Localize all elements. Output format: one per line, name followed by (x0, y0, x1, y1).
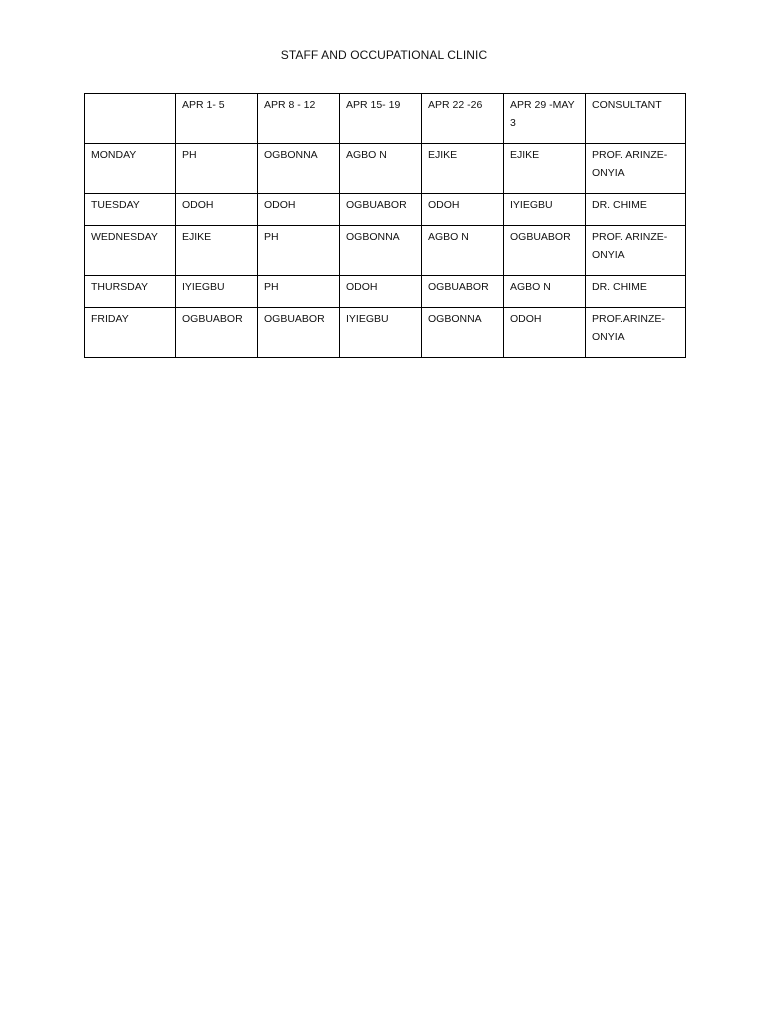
clinic-schedule-table (84, 93, 686, 358)
table-row-wednesday (85, 226, 686, 276)
consultant-cell: DR. CHIME (586, 276, 686, 308)
day-cell: MONDAY (85, 144, 176, 194)
table-cell: OGBUABOR (340, 194, 422, 226)
table-header-row (85, 94, 686, 144)
header-cell-blank (85, 94, 176, 144)
table-cell: ODOH (504, 308, 586, 358)
table-row-monday (85, 144, 686, 194)
day-cell: TUESDAY (85, 194, 176, 226)
table-cell: OGBUABOR (176, 308, 258, 358)
day-cell: FRIDAY (85, 308, 176, 358)
day-cell: WEDNESDAY (85, 226, 176, 276)
table-cell: ODOH (176, 194, 258, 226)
header-cell-week-5: APR 29 -MAY 3 (504, 94, 586, 144)
consultant-cell: PROF. ARINZE-ONYIA (586, 144, 686, 194)
table-cell: EJIKE (504, 144, 586, 194)
table-cell: AGBO N (340, 144, 422, 194)
table-cell: OGBUABOR (422, 276, 504, 308)
table-row-friday (85, 308, 686, 358)
consultant-cell: PROF.ARINZE-ONYIA (586, 308, 686, 358)
table-cell: EJIKE (176, 226, 258, 276)
table-cell: ODOH (422, 194, 504, 226)
header-cell-week-2: APR 8 - 12 (258, 94, 340, 144)
consultant-cell: PROF. ARINZE-ONYIA (586, 226, 686, 276)
table-cell: PH (258, 226, 340, 276)
day-cell: THURSDAY (85, 276, 176, 308)
consultant-cell: DR. CHIME (586, 194, 686, 226)
table-cell: OGBONNA (340, 226, 422, 276)
table-row-tuesday (85, 194, 686, 226)
table-cell: IYIEGBU (504, 194, 586, 226)
table-cell: IYIEGBU (340, 308, 422, 358)
header-cell-week-4: APR 22 -26 (422, 94, 504, 144)
table-cell: ODOH (258, 194, 340, 226)
table-cell: OGBUABOR (258, 308, 340, 358)
table-cell: OGBONNA (258, 144, 340, 194)
table-cell: ODOH (340, 276, 422, 308)
table-cell: AGBO N (504, 276, 586, 308)
header-cell-consultant: CONSULTANT (586, 94, 686, 144)
table-cell: PH (258, 276, 340, 308)
table-cell: OGBONNA (422, 308, 504, 358)
table-cell: EJIKE (422, 144, 504, 194)
header-cell-week-3: APR 15- 19 (340, 94, 422, 144)
table-row-thursday (85, 276, 686, 308)
table-cell: IYIEGBU (176, 276, 258, 308)
header-cell-week-1: APR 1- 5 (176, 94, 258, 144)
table-cell: PH (176, 144, 258, 194)
table-cell: AGBO N (422, 226, 504, 276)
page-title: STAFF AND OCCUPATIONAL CLINIC (280, 48, 488, 62)
table-cell: OGBUABOR (504, 226, 586, 276)
